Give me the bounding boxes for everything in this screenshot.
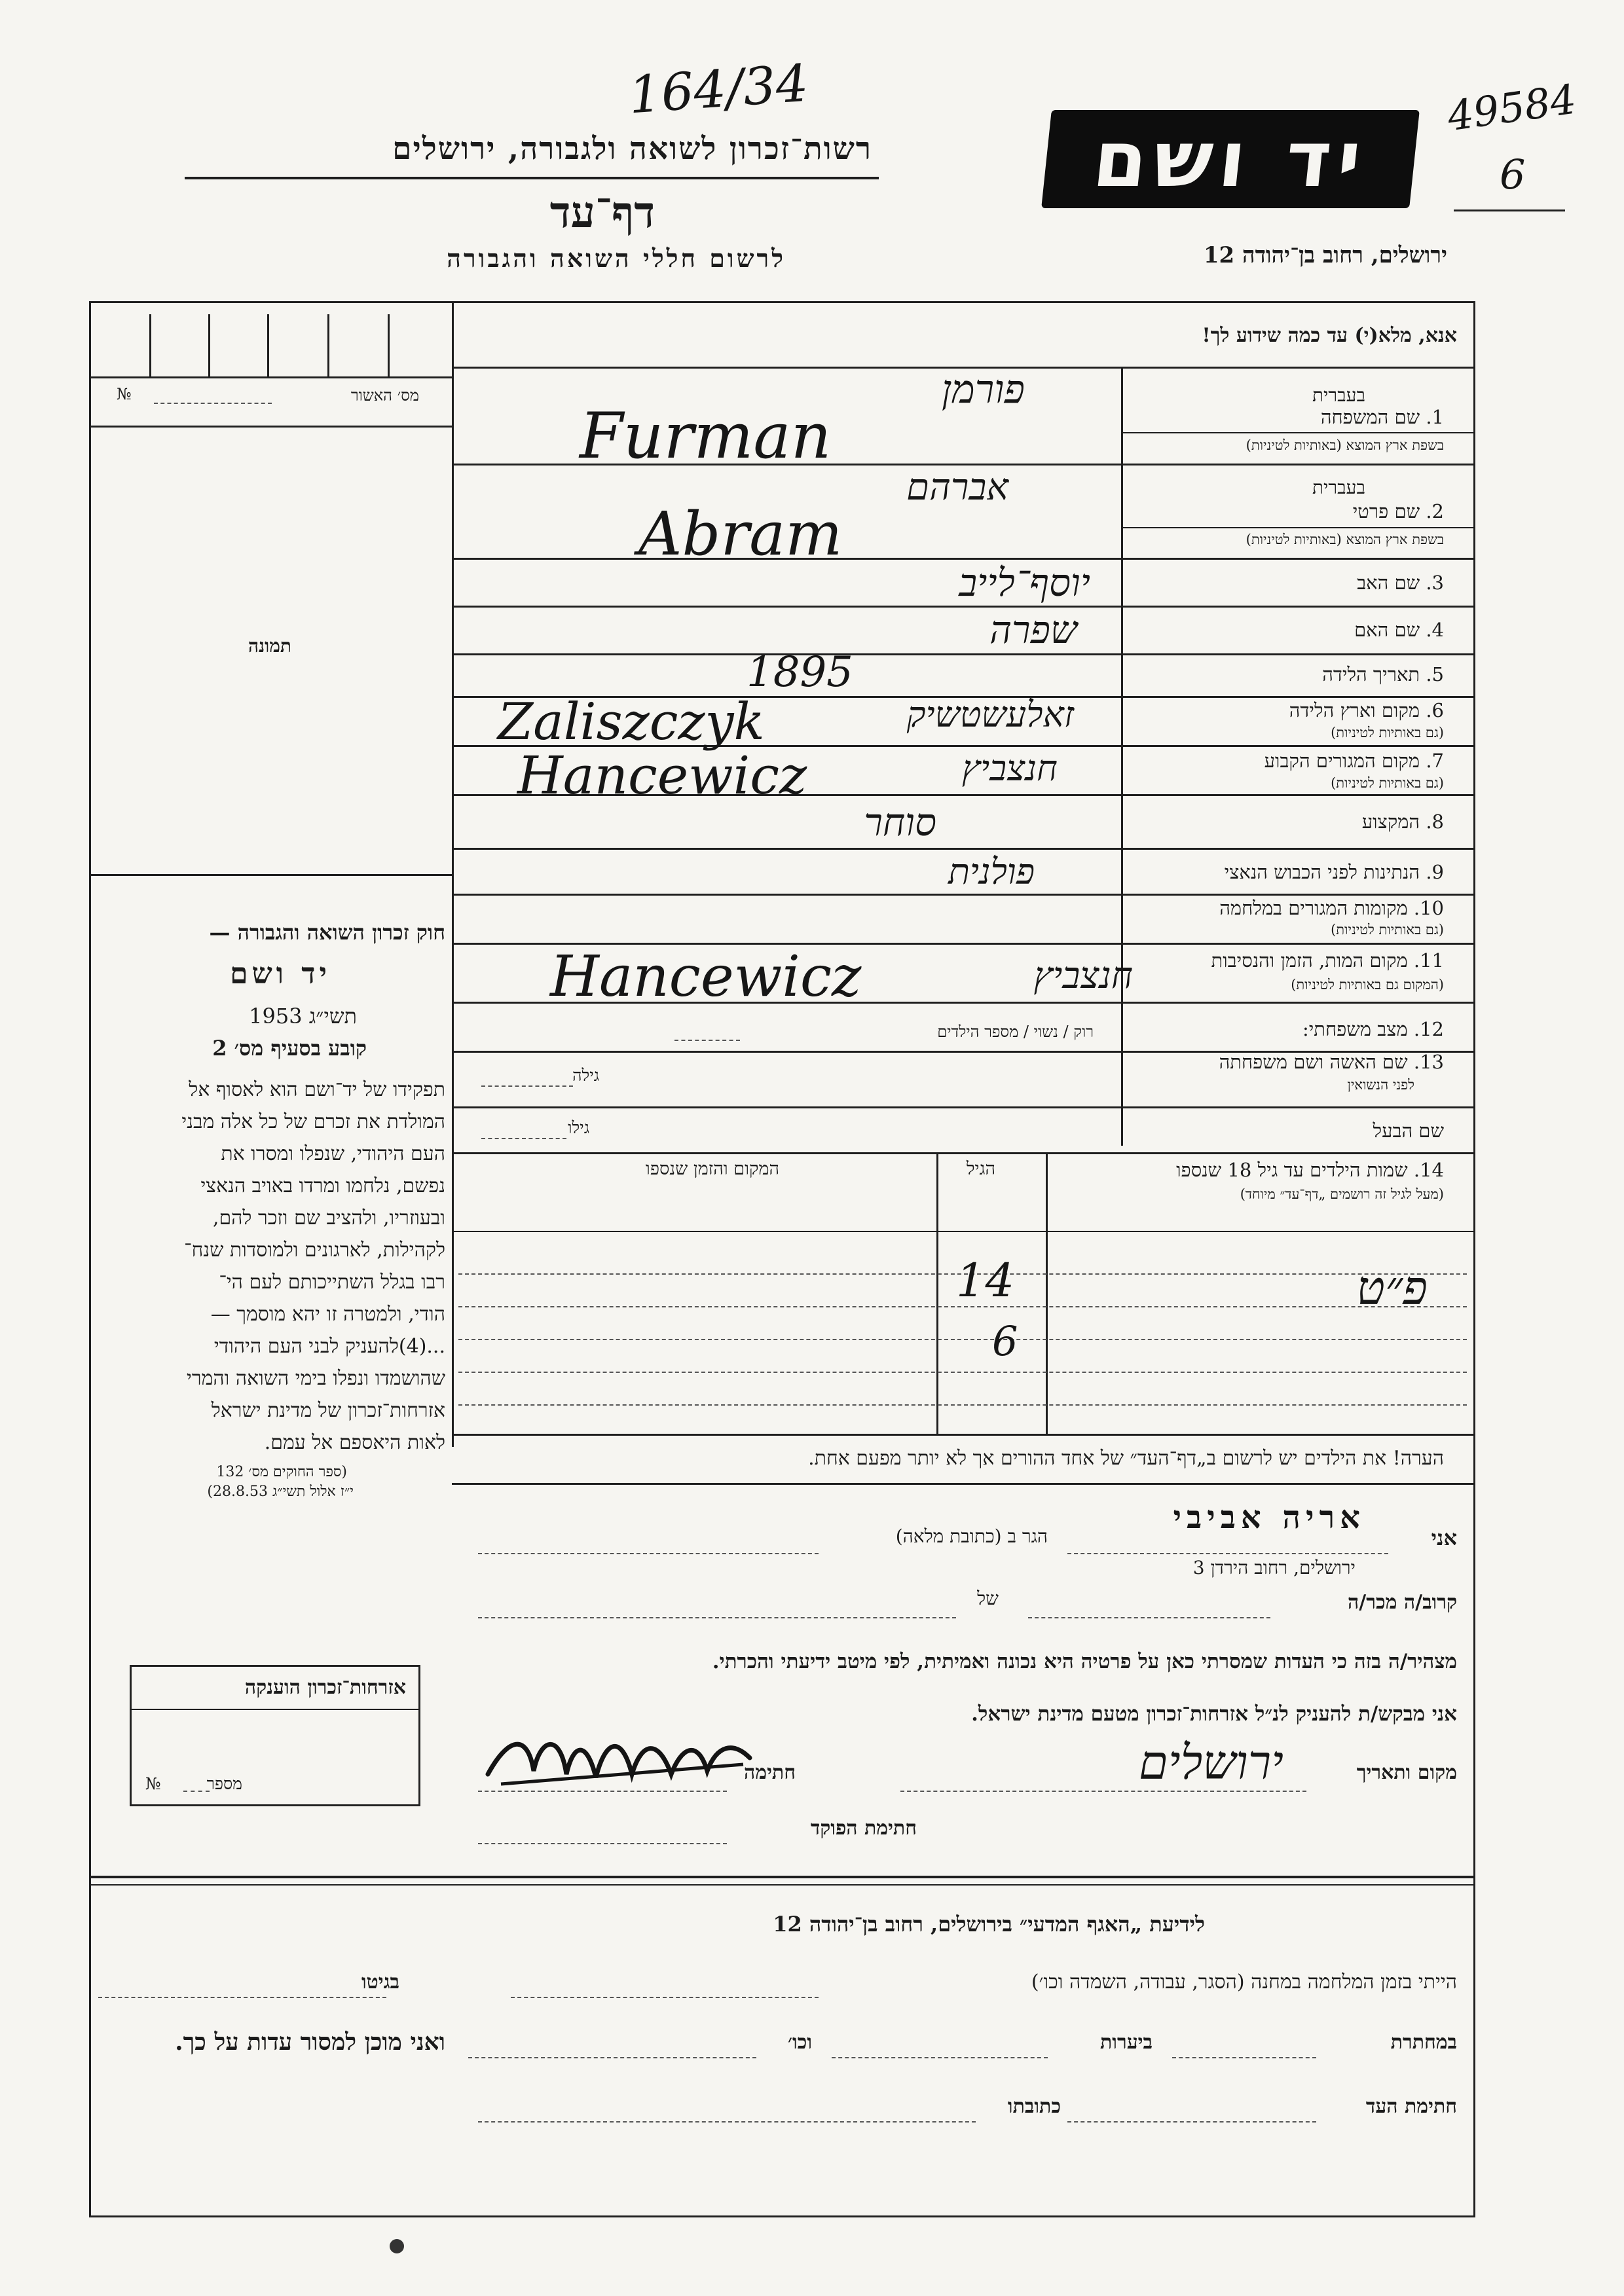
official-sig-label: חתימת הפוקד	[810, 1817, 917, 1840]
bottom-title: לידיעת „האגף המדעי״ בירושלים, רחוב בן־יהודה 12	[773, 1912, 1205, 1937]
law-line: לאות היאספם אל עמם.	[264, 1431, 445, 1454]
f1-heb: פורמן	[941, 367, 1025, 412]
f2-label: 2. שם פרטי	[1352, 500, 1444, 522]
form-title: דף־עד	[549, 187, 655, 238]
form-subtitle: לרשום חללי השואה והגבורה	[447, 244, 786, 273]
f7-label: 7. מקום המגורים הקבוע	[1264, 750, 1444, 772]
f3-label: 3. שם האב	[1357, 572, 1444, 594]
child-age-2: 6	[992, 1317, 1018, 1365]
in-hebrew-1: בעברית	[1312, 384, 1365, 406]
f2-heb: אברהם	[906, 466, 1008, 509]
f5-value: 1895	[747, 648, 853, 697]
child-name-1: פ״ט	[1356, 1260, 1428, 1315]
law-year: תשי״ג 1953	[249, 1004, 357, 1029]
seal-number-label: מספר	[206, 1774, 242, 1793]
address-value: ירושלים, רחוב הירדן 3	[1192, 1557, 1356, 1578]
f10-sub: (גם באותיות לטיניות)	[1331, 922, 1444, 938]
law-line: רבו בגלל השתייכותם לעם הי־	[219, 1271, 445, 1294]
col-age: הגיל	[966, 1159, 995, 1179]
bottom-line2-d: ואני מוכן למסור עדות על כך.	[175, 2028, 445, 2056]
f2-latin: Abram	[638, 499, 843, 569]
in-hebrew-2: בעברית	[1312, 477, 1365, 498]
f8-label: 8. המקצוע	[1361, 811, 1444, 833]
f4-value: שפרה	[989, 608, 1077, 652]
f1-label: 1. שם המשפחה	[1320, 406, 1444, 428]
f11-heb: חנצביץ	[1033, 955, 1133, 997]
f7-heb: חנצביץ	[961, 748, 1058, 789]
place-date-value: ירושלים	[1138, 1735, 1283, 1790]
f2-sub: בשפת ארץ המוצא (באותיות לטיניות)	[1246, 532, 1444, 547]
husband-label: שם הבעל	[1373, 1120, 1444, 1142]
org-name: רשות־זכרון לשואה ולגבורה, ירושלים	[392, 131, 872, 167]
instruction: אנא, מלא(י) עד כמה שידוע לך!	[1202, 324, 1457, 347]
bottom-line2-a: במחתרת	[1390, 2031, 1457, 2054]
no-mark: №	[117, 385, 132, 403]
f14-sub: (מעל לגיל זה רושמים „דף־עד״ מיוחד)	[1240, 1186, 1444, 1202]
f9-value: פולנית	[948, 851, 1035, 892]
bottom-line2-c: וכו׳	[788, 2031, 812, 2054]
f12-label: 12. מצב משפחתי:	[1302, 1018, 1444, 1040]
child-age-1: 14	[956, 1254, 1015, 1307]
bottom-line1-b: בגיטו	[361, 1971, 399, 1994]
name-value: אריה אביבי	[1173, 1499, 1365, 1536]
law-line: ...(4)להעניק לבני העם היהודי	[213, 1335, 445, 1358]
law-source-1: (ספר החוקים מס׳ 132	[216, 1464, 347, 1480]
f5-label: 5. תאריך הלידה	[1322, 663, 1444, 685]
bottom-line1-a: הייתי בזמן המלחמה במחנה (הסגר, עבודה, השמדה וכו׳)	[1031, 1971, 1457, 1994]
header-address: ירושלים, רחוב בן־יהודה 12	[1203, 242, 1447, 268]
f6-sub: (גם באותיות לטיניות)	[1331, 725, 1444, 740]
resides-label: הגר ב (כתובת מלאה)	[895, 1525, 1048, 1547]
law-title: חוק זכרון השואה והגבורה —	[209, 920, 445, 945]
f11-latin: Hancewicz	[550, 944, 862, 1010]
f13-label: 13. שם האשה ושם משפחתה	[1219, 1051, 1444, 1073]
age-label-f: גילה	[572, 1066, 599, 1085]
law-section: קובע בסעיף מס׳ 2	[212, 1036, 367, 1061]
f7-latin: Hancewicz	[517, 745, 807, 806]
signature-label: חתימה	[744, 1761, 796, 1784]
law-line: המולדת את זכרם של כל אלה מבני	[181, 1110, 445, 1133]
law-line: העם היהודי, שנפלו ומסרו את	[221, 1142, 445, 1165]
archive-sub: 6	[1500, 151, 1526, 198]
archive-number: 49584	[1444, 75, 1579, 141]
f9-label: 9. הנתינות לפני הכבוש הנאצי	[1224, 861, 1444, 883]
f11-label: 11. מקום המות, הזמן והנסיבות	[1211, 949, 1444, 972]
law-line: נפשם, נלחמו ומרדו באויב הנאצי	[200, 1175, 445, 1197]
request: אני מבקש/ת להעניק לנ״ל אזרחות־זכרון מטעם מדינת ישראל.	[971, 1702, 1457, 1726]
f11-sub: (המקום גם באותיות לטיניות)	[1291, 977, 1444, 993]
bottom-line3-b: כתובתו	[1007, 2095, 1061, 2118]
relative-label: קרוב/ה מכר/ה	[1348, 1591, 1457, 1614]
bottom-line2-b: ביערות	[1099, 2031, 1153, 2054]
bottom-line3-a: חתימת העד	[1365, 2095, 1457, 2118]
place-date-label: מקום ותאריך	[1356, 1761, 1457, 1784]
yad-vashem-logo: יד ושם	[1041, 110, 1420, 208]
col-place-time: המקום והזמן שנספו	[645, 1159, 779, 1179]
law-source-2: י״ז אלול תשי״ג 28.8.53)	[207, 1484, 354, 1500]
f6-heb: זאלעשטשיק	[906, 694, 1074, 735]
f14-label: 14. שמות הילדים עד גיל 18 שנספו	[1176, 1159, 1444, 1181]
note: הערה! את הילדים יש לרשום ב„דף־העד״ של אחד ההורים אך לא יותר מפעם אחת.	[808, 1447, 1444, 1470]
declarant-signature	[481, 1712, 756, 1797]
law-line: לקהילות, לארגונים ולמוסדות שנח־	[184, 1239, 445, 1262]
age-label-m: גילו	[568, 1118, 589, 1137]
law-text	[85, 1074, 445, 1459]
seal-no-mark: №	[145, 1774, 161, 1793]
law-line: תפקידו של יד־ושם הוא לאסוף אל	[189, 1078, 445, 1101]
decorative-flourish-icon	[390, 2239, 404, 2253]
of-label: של	[977, 1588, 999, 1609]
law-name: יד ושם	[230, 957, 331, 991]
f7-sub: (גם באותיות לטיניות)	[1331, 775, 1444, 791]
law-line: ובעוזריו, ולהציב שם וזכר להם,	[212, 1207, 445, 1230]
law-line: הודי, ולמטרה זו יהא מוסמך —	[210, 1303, 445, 1326]
cert-no-label: מס׳ האשור	[350, 386, 419, 405]
f1-latin: Furman	[580, 399, 832, 473]
i-label: אני	[1431, 1525, 1457, 1550]
f10-label: 10. מקומות המגורים במלחמה	[1219, 897, 1444, 919]
f8-value: סוחר	[864, 800, 936, 845]
f6-label: 6. מקום וארץ הלידה	[1289, 699, 1444, 721]
f12-options: רוק / נשוי / מספר הילדים	[937, 1023, 1094, 1041]
f13-sub: לפני הנשואין	[1347, 1077, 1414, 1093]
f6-latin: Zaliszczyk	[498, 693, 765, 752]
f3-value: יוסף־לייב	[959, 560, 1090, 605]
law-line: אזרחות־זכרון של מדינת ישראל	[211, 1399, 445, 1422]
f4-label: 4. שם האם	[1354, 619, 1444, 641]
statement: מצהיר/ה בזה כי העדות שמסרתי כאן על פרטיה היא נכונה ואמיתית, לפי מיטב ידיעתי והכרתי.	[712, 1650, 1457, 1673]
f1-sub: בשפת ארץ המוצא (באותיות לטיניות)	[1246, 437, 1444, 453]
photo-label: תמונה	[248, 635, 291, 657]
corner-number: 164/34	[627, 54, 811, 126]
seal-title: אזרחות־זכרון הוענקה	[244, 1676, 406, 1699]
law-line: שהושמדו ונפלו בימי השואה והמרי	[186, 1367, 445, 1390]
